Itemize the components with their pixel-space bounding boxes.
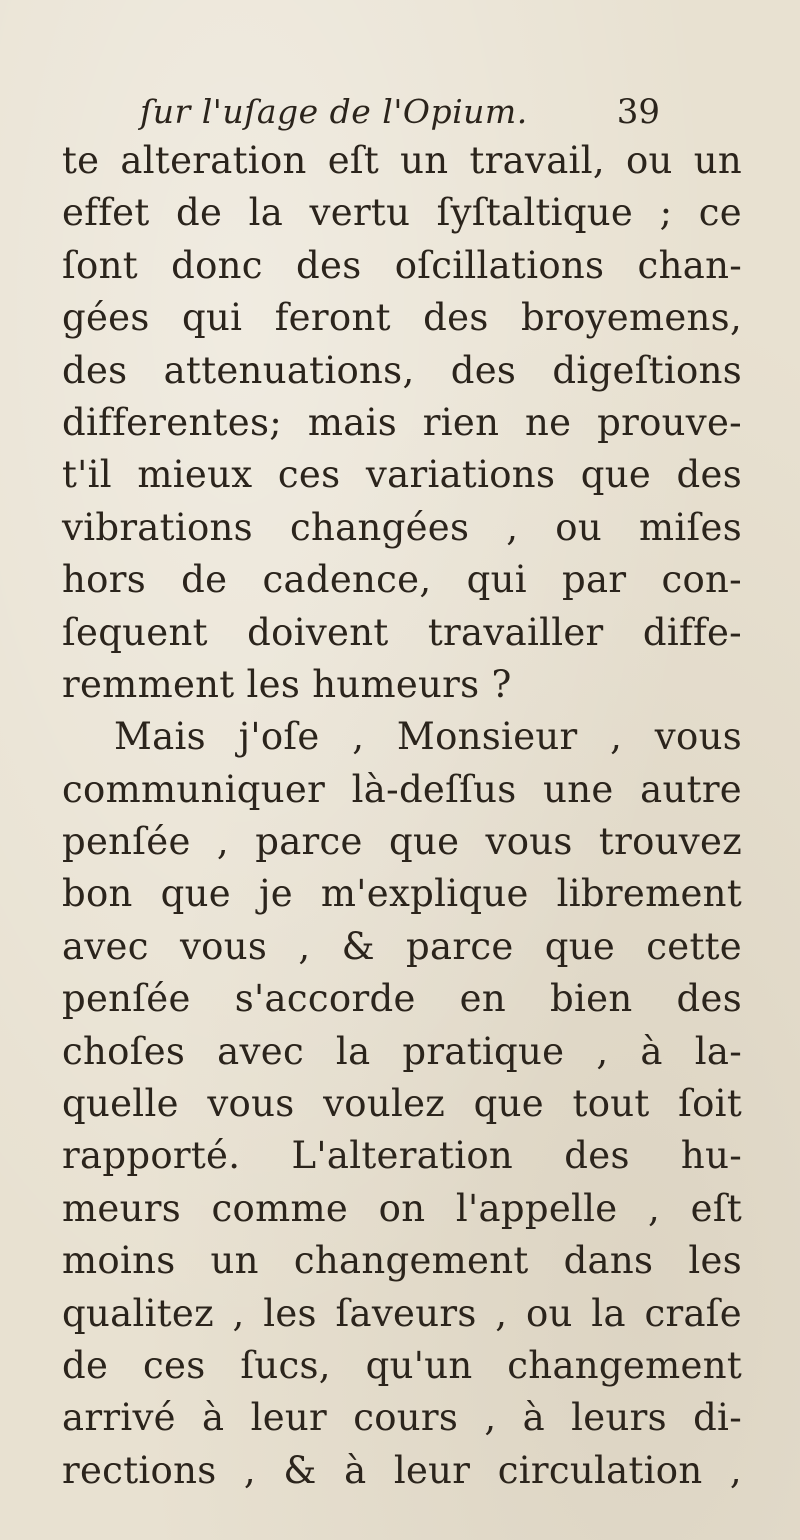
text-line: remment les humeurs ? — [62, 662, 512, 706]
text-line: te alteration eſt un travail, ou un — [62, 139, 742, 182]
page-number: 39 — [616, 92, 660, 132]
text-line: effet de la vertu ſyſtaltique ; ce — [62, 191, 742, 235]
text-line: ſequent doivent travailler diffe- — [62, 610, 742, 654]
text-line: communiquer là-deſſus une autre — [62, 767, 742, 811]
text-line: differentes; mais rien ne prouve- — [62, 400, 742, 444]
text-line: qualitez , les ſaveurs , ou la craſe — [62, 1291, 742, 1335]
text-line: hors de cadence, qui par con- — [62, 558, 742, 602]
body-text — [62, 135, 742, 1497]
text-line: gées qui feront des broyemens, — [62, 296, 742, 340]
text-line: avec vous , & parce que cette — [62, 924, 742, 968]
text-line: bon que je m'explique librement — [62, 872, 742, 916]
text-line: de ces ſucs, qu'un changement — [62, 1343, 742, 1387]
text-line: penſée , parce que vous trouvez — [62, 820, 742, 864]
text-line: Mais j'oſe , Monsieur , vous — [114, 715, 742, 759]
text-line: arrivé à leur cours , à leurs di- — [62, 1396, 742, 1440]
text-line: quelle vous voulez que tout ſoit — [62, 1082, 742, 1126]
text-line: des attenuations, des digeſtions — [62, 348, 742, 392]
text-line: t'il mieux ces variations que des — [62, 453, 742, 497]
text-line: vibrations changées , ou miſes — [62, 505, 742, 549]
text-line: rapporté. L'alteration des hu- — [62, 1134, 742, 1178]
text-line: meurs comme on l'appelle , eſt — [62, 1186, 742, 1230]
running-head: ſur l'uſage de l'Opium. — [140, 92, 528, 131]
text-line: ſont donc des oſcillations chan- — [62, 243, 742, 287]
text-line: penſée s'accorde en bien des — [62, 977, 742, 1021]
text-line: moins un changement dans les — [62, 1239, 742, 1283]
text-line: rections , & à leur circulation , — [62, 1448, 742, 1492]
text-line: choſes avec la pratique , à la- — [62, 1029, 742, 1073]
